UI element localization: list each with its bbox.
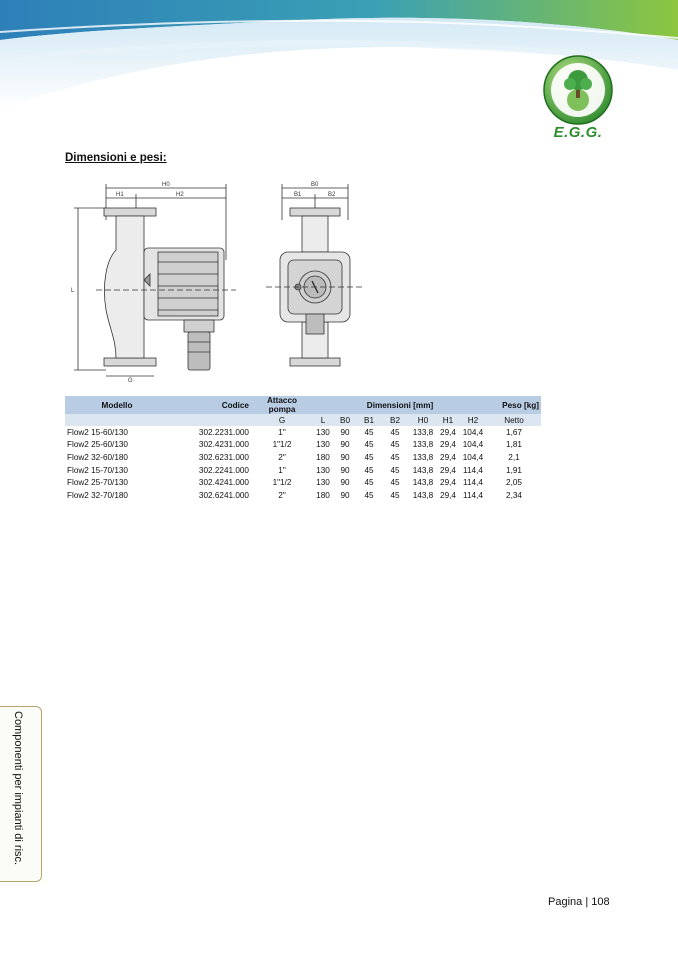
page-number: 108 [591,896,610,908]
page-label: Pagina [548,896,583,908]
side-section-tab [0,706,42,882]
table-row: Flow2 15-60/130 302.2231.000 1" 130 90 45 45 133,8 29,4 104,4 1,67 [67,427,522,437]
th-b2: B2 [381,414,409,426]
th-attacco: Attacco pompa [251,396,313,414]
dimensions-table [65,396,541,502]
logo-text: E.G.G. [553,124,603,141]
th-g: G [251,414,313,426]
th-l: L [313,414,333,426]
th-b1: B1 [357,414,381,426]
page-footer [548,896,610,908]
table-row: Flow2 32-70/180 302.6241.000 2" 180 90 45 45 143,8 29,4 114,4 2,34 [67,490,522,500]
th-h0: H0 [409,414,437,426]
table-header-row [65,396,541,414]
label-h2: H2 [176,192,184,198]
label-b0: B0 [311,182,319,188]
label-b2: B2 [328,192,336,198]
table-row: Flow2 25-70/130 302.4241.000 1"1/2 130 90 45 45 143,8 29,4 114,4 2,05 [67,478,522,488]
section-title: Dimensioni e pesi: [65,152,167,164]
page-separator: | [585,896,589,908]
th-netto: Netto [487,414,541,426]
table-row: Flow2 25-60/130 302.4231.000 1"1/2 130 90 45 45 133,8 29,4 104,4 1,81 [67,440,522,450]
label-h0: H0 [162,182,170,188]
pump-dimension-drawing [66,180,366,385]
table-subheader-row [65,414,541,426]
th-peso: Peso [kg] [487,396,541,414]
th-h2: H2 [459,414,487,426]
th-modello: Modello [65,396,169,414]
side-tab-label: Componenti per impianti di risc. [12,711,24,866]
label-g: G [128,378,133,384]
egg-logo-icon [542,54,614,126]
table-row: Flow2 15-70/130 302.2241.000 1" 130 90 45 45 143,8 29,4 114,4 1,91 [67,465,522,475]
label-l: L [71,288,75,294]
table-row: Flow2 32-60/180 302.6231.000 2" 180 90 45 45 133,8 29,4 104,4 2,1 [67,452,520,462]
th-codice: Codice [169,396,251,414]
label-b1: B1 [294,192,302,198]
th-h1: H1 [437,414,459,426]
label-h1: H1 [116,192,124,198]
th-dimensioni: Dimensioni [mm] [313,396,487,414]
th-b0: B0 [333,414,357,426]
